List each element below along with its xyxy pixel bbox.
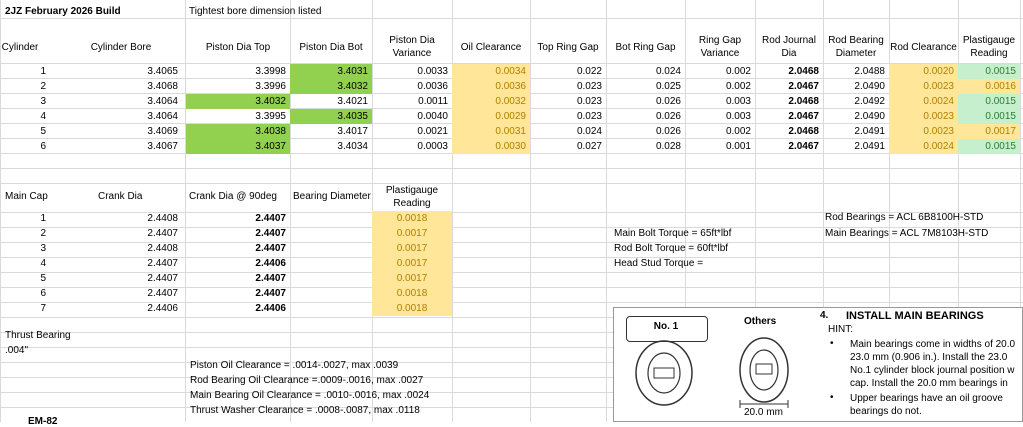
main-header-4[interactable]: Plastigauge Reading [385,185,439,209]
step-number: 4. [820,310,829,321]
manual-text [820,308,1023,422]
cylinder-2-n[interactable]: 2 [40,81,46,92]
main-1-n[interactable]: 1 [40,213,46,224]
cylinder-3-top[interactable]: 3.4032 [186,94,290,109]
main-7-pg[interactable]: 0.0018 [372,301,452,316]
main-7-n[interactable]: 7 [40,303,46,314]
cylinder-4-rc[interactable]: 0.0023 [889,109,958,124]
cylinder-2-topgap[interactable]: 0.023 [576,81,602,92]
bullet-one-line: 23.0 mm (0.906 in.). Install the 23.0 [850,352,1008,363]
cylinder-6-botgap[interactable]: 0.028 [655,141,681,152]
main-3-pg[interactable]: 0.0017 [372,241,452,256]
cylinder-3-bore[interactable]: 3.4064 [147,96,178,107]
cylinder-3-rb[interactable]: 2.0492 [854,96,885,107]
cylinder-4-botgap[interactable]: 0.026 [655,111,681,122]
cylinder-4-bot[interactable]: 3.4035 [290,109,372,124]
cylinder-header-4[interactable]: Piston Dia Variance [389,35,435,59]
manual-image[interactable] [613,307,1023,422]
cylinder-header-5[interactable]: Oil Clearance [460,41,522,53]
main-2-crank90[interactable]: 2.4407 [255,228,286,239]
cylinder-5-rj[interactable]: 2.0468 [788,126,819,137]
main-bolt-torque[interactable]: Main Bolt Torque = 65ft*lbf [614,228,732,239]
main-5-crank[interactable]: 2.4407 [147,273,178,284]
figure-no1-label: No. 1 [653,321,679,332]
cylinder-2-botgap[interactable]: 0.025 [655,81,681,92]
cylinder-2-bot[interactable]: 3.4032 [290,79,372,94]
cylinder-1-topgap[interactable]: 0.022 [576,66,602,77]
cylinder-3-oil[interactable]: 0.0032 [452,94,530,109]
cylinder-5-botgap[interactable]: 0.026 [655,126,681,137]
cylinder-1-rc[interactable]: 0.0020 [889,64,958,79]
cylinder-5-gapvar[interactable]: 0.002 [725,126,751,137]
cylinder-header-2[interactable]: Piston Dia Top [205,41,271,53]
bullet-dot: • [830,392,834,403]
thrust-bearing-value[interactable]: .004" [5,345,29,356]
cylinder-3-var[interactable]: 0.0011 [418,96,448,107]
cylinder-2-rj[interactable]: 2.0467 [788,81,819,92]
cylinder-1-rj[interactable]: 2.0468 [788,66,819,77]
cylinder-3-rc[interactable]: 0.0024 [889,94,958,109]
cylinder-2-rb[interactable]: 2.0490 [854,81,885,92]
main-3-crank90[interactable]: 2.4407 [255,243,286,254]
cylinder-4-oil[interactable]: 0.0029 [452,109,530,124]
cylinder-header-8[interactable]: Ring Gap Variance [698,35,742,59]
main-header-0[interactable]: Main Cap [5,191,48,202]
cylinder-2-pg[interactable]: 0.0016 [958,79,1020,94]
cylinder-2-bore[interactable]: 3.4068 [147,81,178,92]
bullet-one [850,338,1015,390]
cylinder-1-botgap[interactable]: 0.024 [655,66,681,77]
bullet-two [850,392,1003,418]
cylinder-5-n[interactable]: 5 [40,126,46,137]
cut-cell-text: EM-82 [28,416,58,427]
grid-row-line [0,168,1023,169]
cylinder-6-top[interactable]: 3.4037 [186,139,290,154]
main-header-3[interactable]: Bearing Diameter [293,191,371,202]
main-6-pg[interactable]: 0.0018 [372,286,452,301]
bullet-one-line: No.1 cylinder block journal position w [850,365,1015,376]
bearing-shells-icon [614,308,814,422]
cylinder-header-10[interactable]: Rod Bearing Diameter [828,35,884,59]
spec-thrust-washer[interactable]: Thrust Washer Clearance = .0008-.0087, max .0118 [190,405,420,416]
cylinder-6-pg[interactable]: 0.0015 [958,139,1020,154]
cylinder-4-topgap[interactable]: 0.023 [576,111,602,122]
main-6-crank90[interactable]: 2.4407 [255,288,286,299]
main-5-crank90[interactable]: 2.4407 [255,273,286,284]
cylinder-1-gapvar[interactable]: 0.002 [725,66,751,77]
cylinder-3-rj[interactable]: 2.0468 [788,96,819,107]
cylinder-6-rj[interactable]: 2.0467 [788,141,819,152]
cylinder-header-11[interactable]: Rod Clearance [890,41,957,53]
cylinder-3-n[interactable]: 3 [40,96,46,107]
cylinder-4-pg[interactable]: 0.0015 [958,109,1020,124]
figure-others-label: Others [744,316,777,327]
cylinder-5-rc[interactable]: 0.0023 [889,124,958,139]
main-bearings-part[interactable]: Main Bearings = ACL 7M8103H-STD [825,228,989,239]
cylinder-5-topgap[interactable]: 0.024 [576,126,602,137]
cylinder-6-topgap[interactable]: 0.027 [576,141,602,152]
main-3-n[interactable]: 3 [40,243,46,254]
cylinder-5-var[interactable]: 0.0021 [417,126,448,137]
main-2-n[interactable]: 2 [40,228,46,239]
cylinder-header-6[interactable]: Top Ring Gap [537,41,599,53]
cylinder-6-n[interactable]: 6 [40,141,46,152]
cylinder-6-gapvar[interactable]: 0.001 [725,141,751,152]
cylinder-1-rb[interactable]: 2.0488 [854,66,885,77]
rod-bearings-part[interactable]: Rod Bearings = ACL 6B8100H-STD [825,212,984,223]
cylinder-4-rb[interactable]: 2.0490 [854,111,885,122]
sheet-title[interactable]: 2JZ February 2026 Build [5,6,121,17]
main-1-crank90[interactable]: 2.4407 [255,213,286,224]
head-stud-torque[interactable]: Head Stud Torque = [614,258,704,269]
bullet-one-line: Main bearings come in widths of 20.0 [850,339,1016,350]
cylinder-4-bore[interactable]: 3.4064 [147,111,178,122]
bearing-figure [614,308,814,422]
hint-label: HINT: [828,324,853,335]
cylinder-1-bot[interactable]: 3.4031 [290,64,372,79]
cylinder-4-var[interactable]: 0.0040 [417,111,448,122]
grid-row-line [0,183,1023,184]
figure-dimension: 20.0 mm [744,407,783,418]
cylinder-5-rb[interactable]: 2.0491 [854,126,885,137]
cylinder-5-top[interactable]: 3.4038 [186,124,290,139]
rod-bolt-torque[interactable]: Rod Bolt Torque = 60ft*lbf [614,243,729,254]
thrust-bearing-label[interactable]: Thrust Bearing [5,330,71,341]
bullet-two-line: bearings do not. [850,406,922,417]
bullet-two-line: Upper bearings have an oil groove [850,393,1003,404]
main-6-crank[interactable]: 2.4407 [147,288,178,299]
main-6-n[interactable]: 6 [40,288,46,299]
cylinder-2-var[interactable]: 0.0036 [417,81,448,92]
main-1-pg[interactable]: 0.0018 [372,211,452,226]
main-header-1[interactable]: Crank Dia [98,191,143,202]
cylinder-5-bot[interactable]: 3.4017 [337,126,368,137]
cylinder-4-rj[interactable]: 2.0467 [788,111,819,122]
bullet-dot: • [830,338,834,349]
cylinder-1-oil[interactable]: 0.0034 [452,64,530,79]
cylinder-1-bore[interactable]: 3.4065 [147,66,178,77]
main-1-crank[interactable]: 2.4408 [147,213,178,224]
bullet-one-line: cap. Install the 20.0 mm bearings in [850,378,1008,389]
cylinder-header-0[interactable]: Cylinder [1,41,39,53]
cylinder-header-7[interactable]: Bot Ring Gap [615,41,676,53]
cylinder-1-n[interactable]: 1 [40,66,46,77]
cylinder-3-bot[interactable]: 3.4021 [337,96,368,107]
spec-main-bearing[interactable]: Main Bearing Oil Clearance = .0010-.0016, max .0024 [190,390,430,401]
cylinder-3-botgap[interactable]: 0.026 [655,96,681,107]
cylinder-4-n[interactable]: 4 [40,111,46,122]
cylinder-5-pg[interactable]: 0.0017 [958,124,1020,139]
cylinder-6-bore[interactable]: 3.4067 [147,141,178,152]
main-5-n[interactable]: 5 [40,273,46,284]
cylinder-3-gapvar[interactable]: 0.003 [725,96,751,107]
cylinder-6-bot[interactable]: 3.4034 [337,141,368,152]
main-header-2[interactable]: Crank Dia @ 90deg [189,191,277,202]
sheet-subtitle[interactable]: Tightest bore dimension listed [189,6,322,17]
main-2-pg[interactable]: 0.0017 [372,226,452,241]
cylinder-2-gapvar[interactable]: 0.002 [725,81,751,92]
cylinder-5-bore[interactable]: 3.4069 [147,126,178,137]
cylinder-1-top[interactable]: 3.3998 [255,66,286,77]
cylinder-6-rb[interactable]: 2.0491 [854,141,885,152]
cylinder-2-top[interactable]: 3.3996 [255,81,286,92]
cylinder-2-oil[interactable]: 0.0036 [452,79,530,94]
spec-rod-bearing[interactable]: Rod Bearing Oil Clearance =.0009-.0016, max .0027 [190,375,424,386]
cylinder-header-1[interactable]: Cylinder Bore [90,41,152,53]
cylinder-4-gapvar[interactable]: 0.003 [725,111,751,122]
main-7-crank90[interactable]: 2.4406 [255,303,286,314]
step-title: INSTALL MAIN BEARINGS [846,310,984,322]
cylinder-1-var[interactable]: 0.0033 [417,66,448,77]
cylinder-header-12[interactable]: Plastigauge Reading [962,35,1016,59]
main-4-crank90[interactable]: 2.4406 [255,258,286,269]
main-4-pg[interactable]: 0.0017 [372,256,452,271]
main-2-crank[interactable]: 2.4407 [147,228,178,239]
cylinder-3-topgap[interactable]: 0.023 [576,96,602,107]
cylinder-1-pg[interactable]: 0.0015 [958,64,1020,79]
main-7-crank[interactable]: 2.4406 [147,303,178,314]
cylinder-header-9[interactable]: Rod Journal Dia [762,35,816,59]
main-4-n[interactable]: 4 [40,258,46,269]
cylinder-5-oil[interactable]: 0.0031 [452,124,530,139]
main-5-pg[interactable]: 0.0017 [372,271,452,286]
cylinder-4-top[interactable]: 3.3995 [255,111,286,122]
cylinder-header-3[interactable]: Piston Dia Bot [299,41,363,53]
cylinder-6-oil[interactable]: 0.0030 [452,139,530,154]
main-4-crank[interactable]: 2.4407 [147,258,178,269]
cylinder-6-var[interactable]: 0.0003 [417,141,448,152]
spec-piston-oil[interactable]: Piston Oil Clearance = .0014-.0027, max .0039 [190,360,399,371]
main-3-crank[interactable]: 2.4408 [147,243,178,254]
cylinder-3-pg[interactable]: 0.0015 [958,94,1020,109]
cylinder-6-rc[interactable]: 0.0024 [889,139,958,154]
cylinder-2-rc[interactable]: 0.0023 [889,79,958,94]
